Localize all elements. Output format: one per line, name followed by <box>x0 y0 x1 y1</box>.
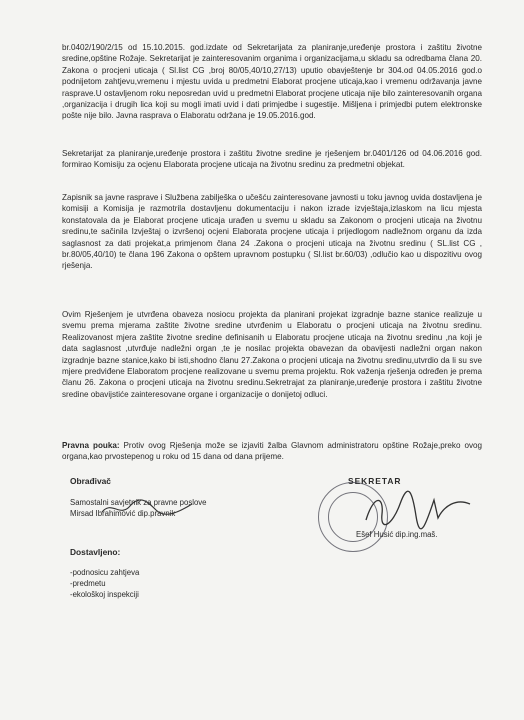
processed-by-heading: Obrađivač <box>70 476 111 486</box>
secretary-signature <box>360 486 478 534</box>
paragraph-1: br.0402/190/2/15 od 15.10.2015. god.izdate od Sekretarijata za planiranje,uređenje prostora i zaštitu životne sredine,opštine Rožaje. Sekretarijat je zainteresovanim organima i organizacijama,u skladu sa odredbama člana 20. Zakona o procjeni uticaja ( Sl.list CG ,broj 80/05,40/10,27/13) uputio obavještenje br 304.od 04.05.2016 god.o podnijetom zahtjevu,vremenu i mjestu uvida u predmetni Elaborat procjene uticaja,kao i vremenu održavanja javne rasprave.U ostavljenom roku neposredan uvid u predmetni Elaborat procjene uticaja nije bilo zainteresovanih organa ,organizacija i drugih lica koji su mogli imati uvid i dati primjedbe i sugestije. Mišljena i primjedbi putem elektronske pošte nije bilo. Javna rasprava o Elaboratu održana je 19.05.2016.god. <box>62 43 482 121</box>
legal-remedy-text: Protiv ovog Rješenja može se izjaviti žalba Glavnom administratoru opštine Rožaje,preko ovog organa,kao prvostepenog u roku od 15 dana od dana prijeme. <box>62 441 482 462</box>
secretary-name: Ešef Husić dip.ing.maš. <box>356 530 438 539</box>
delivered-to-heading: Dostavljeno: <box>70 547 121 557</box>
paragraph-3: Zapisnik sa javne rasprave i Službena zabilješka o učešću zainteresovane javnosti u toku javnog uvida dostavljena je komisiji a Komisija je razmotrila dostavljenu dokumentaciju i nakon izrade izvještaja,izlaskom na licu mjesta konstatovala da je Elaborat procjene uticaja urađen u svemu u skladu sa Zakonom o procjeni uticaja na životnu sredinu,te sačinila Izvještaj o izvršenoj ocjeni Elaborata procjene uticaja i prijedlogom nadležnom organu da izda saglasnost za dati projekat,a primjenom člana 24 .Zakona o procjeni uticaja na životnu sredinu ( SL.list CG , br.80/05,40/10) te člana 196 Zakona o opštem upravnom postupku ( Sl.list br.60/03) ,odlučio kao u dispozitivu ovog rješenja. <box>62 193 482 271</box>
paragraph-2: Sekretarijat za planiranje,uređenje prostora i zaštitu životne sredine je rješenjem br.0401/126 od 04.06.2016 god. formirao Komisiju za ocjenu Elaborata procjene uticaja na životnu sredinu za predmetni objekat. <box>62 149 482 170</box>
advisor-name: Mirsad Ibrahimović dip.pravnik <box>70 509 176 518</box>
advisor-title: Samostalni savjetnik za pravne poslove <box>70 498 207 507</box>
advisor-signature <box>100 496 196 520</box>
delivered-item: -predmetu <box>70 579 106 588</box>
paragraph-4: Ovim Rješenjem je utvrđena obaveza nosiocu projekta da planirani projekat izgradnje bazne stanice realizuje u svemu prema mjerama zaštite životne sredine utvrđenim u Elaboratu o procjeni uticaja na životnu sredinu. Realizovanost mjera zaštite životne sredine definisanih u Elaboratu procjene uticaja na životnu sredinu ,na koji je data saglasnost ,utvrđuje nadležni organ ,te je nosilac projekta obavezan da obavijesti nadležni organ nakon izgradnje bazne stanice,kako bi isti,shodno članu 27.Zakona o procjeni uticaja na životnu sredinu,utvrdio da li su sve mjere predviđene Elaboratom procjene realizovane u svemu prema projektu. Rok važenja rješenja određen je prema članu 26. Zakona o procjeni uticaja na životnu sredinu.Sekretrajat za planiranje,uređenje prostora i zaštitu životne sredine obavijstiće zainteresovane organe i organizacije o donijetoj odluci. <box>62 310 482 399</box>
delivered-item: -podnosicu zahtjeva <box>70 568 140 577</box>
delivered-item: -ekološkoj inspekciji <box>70 590 139 599</box>
legal-remedy-paragraph <box>62 440 482 463</box>
legal-remedy-label: Pravna pouka: <box>62 441 120 450</box>
secretary-title: SEKRETAR <box>348 476 402 486</box>
